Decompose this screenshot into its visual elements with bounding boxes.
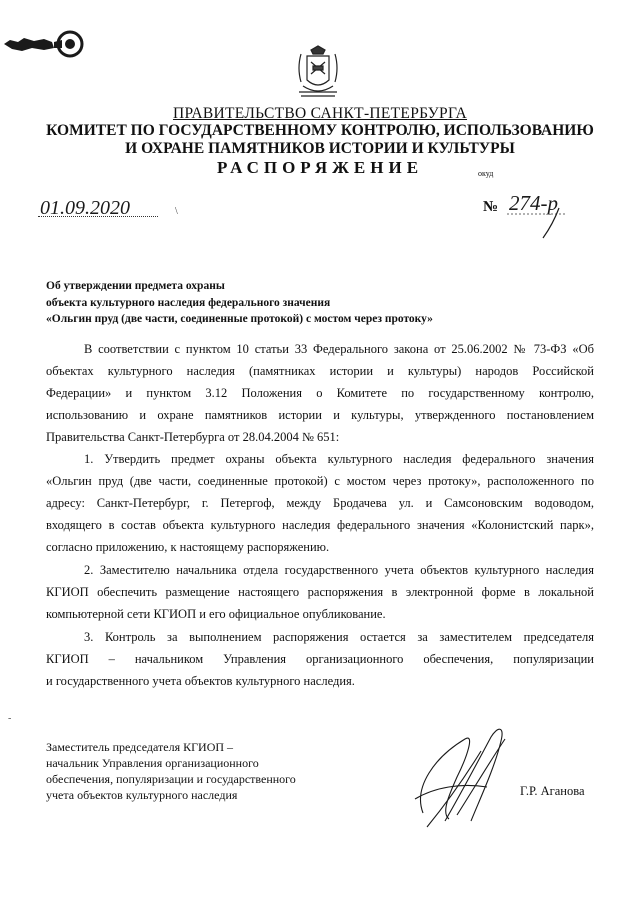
preamble-line: Правительства Санкт-Петербурга от 28.04.2004 № 651:	[46, 430, 340, 444]
item3-line: КГИОП – начальником Управления организационного обеспечения, популяризации	[46, 652, 594, 666]
committee-title-line-1: КОМИТЕТ ПО ГОСУДАРСТВЕННОМУ КОНТРОЛЮ, ИСПОЛЬЗОВАНИЮ	[46, 122, 594, 139]
item3-line: 3. Контроль за выполнением распоряжения остается за заместителем председателя	[84, 630, 594, 644]
preamble-line: использованию и охране памятников истории и культуры, утвержденного постановлением	[46, 408, 594, 422]
item1-line: адресу: Санкт-Петербург, г. Петергоф, между Бродачева ул. и Самсоновским водоводом,	[46, 496, 594, 510]
margin-mark: -	[8, 713, 12, 724]
item3-line: и государственного учета объектов культурного наследия.	[46, 674, 355, 688]
document-type: РАСПОРЯЖЕНИЕ	[216, 158, 424, 177]
signer-position-line: начальник Управления организационного	[46, 756, 259, 770]
number-label: №	[483, 199, 499, 215]
okud-label: окуд	[478, 169, 494, 178]
handwritten-date-text: 01.09.2020	[40, 197, 130, 219]
item1-line: 1. Утвердить предмет охраны объекта культурного наследия федерального значения	[84, 452, 594, 466]
preamble-line: объектах культурного наследия (памятниках истории и культуры) народов Российской	[46, 364, 594, 378]
item2-line: 2. Заместителю начальника отдела государственного учета объектов культурного наследия	[84, 563, 594, 577]
subject-line: объекта культурного наследия федерального значения	[46, 297, 331, 309]
government-title: ПРАВИТЕЛЬСТВО САНКТ-ПЕТЕРБУРГА	[172, 105, 468, 122]
subject-line: «Ольгин пруд (две части, соединенные протокой) с мостом через протоку»	[46, 313, 433, 325]
scan-stamp-mark	[4, 30, 86, 58]
signer-name: Г.Р. Аганова	[520, 784, 585, 798]
item1-line: входящего в состав объекта культурного наследия федерального значения «Колонистский парк»,	[46, 518, 594, 532]
preamble-line: В соответствии с пунктом 10 статьи 33 Федерального закона от 25.06.2002 № 73-ФЗ «Об	[84, 342, 594, 356]
date-underline	[38, 216, 158, 217]
signer-position-line: учета объектов культурного наследия	[46, 788, 238, 802]
item2-line: компьютерной сети КГИОП и его официальное опубликование.	[46, 607, 386, 621]
item1-line: «Ольгин пруд (две части, соединенные протокой) с мостом через протоку», расположенного по	[46, 474, 594, 488]
st-petersburg-coat-of-arms	[293, 44, 343, 102]
committee-title-line-2: И ОХРАНЕ ПАМЯТНИКОВ ИСТОРИИ И КУЛЬТУРЫ	[125, 140, 515, 157]
subject-line: Об утверждении предмета охраны	[46, 280, 225, 292]
tick-mark: \	[175, 206, 178, 217]
handwritten-number-text: 274-р	[509, 191, 558, 215]
handwritten-signature	[405, 717, 517, 835]
handwritten-number	[505, 186, 585, 242]
preamble-line: Федерации» и пунктом 3.12 Положения о Комитете по государственному контролю,	[46, 386, 594, 400]
item1-line: согласно приложению, к настоящему распоряжению.	[46, 540, 330, 554]
signer-position-line: обеспечения, популяризации и государственного	[46, 772, 296, 786]
signer-position-line: Заместитель председателя КГИОП –	[46, 740, 234, 754]
item2-line: КГИОП обеспечить размещение настоящего распоряжения в электронной форме в локальной	[46, 585, 594, 599]
